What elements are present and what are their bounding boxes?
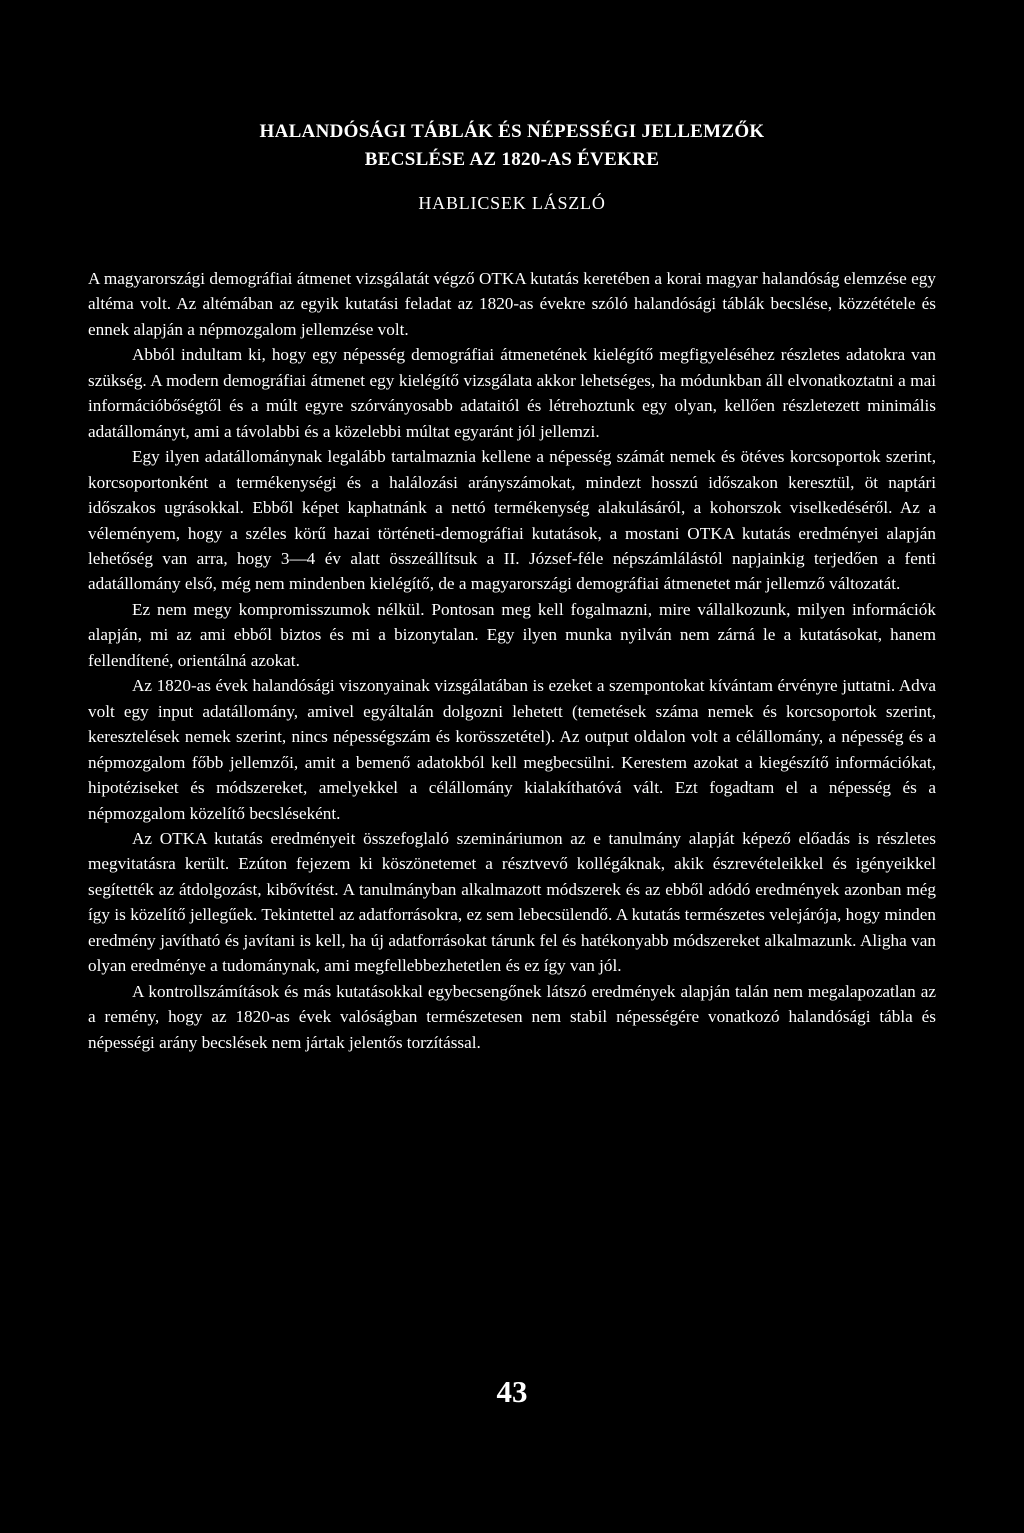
title-line-1: HALANDÓSÁGI TÁBLÁK ÉS NÉPESSÉGI JELLEMZŐK [259,121,765,142]
paragraph-7: A kontrollszámítások és más kutatásokkal egybecsengőnek látszó eredmények alapján talán nem megalapozatlan az a remény, hogy az 1820-as évek valóságban természetesen nem stabil népességére vonatkozó halandósági tábla és népességi arány becslések nem jártak jelentős torzítással. [88,981,936,1052]
page-number: 43 [496,1374,528,1409]
paragraph-1: A magyarországi demográfiai átmenet vizsgálatát végző OTKA kutatás keretében a korai magyar halandóság elemzése egy altéma volt. Az altémában az egyik kutatási feladat az 1820-as évekre szóló halandósági táblák becslése, közzététele és ennek alapján a népmozgalom jellemzése volt. [88,269,936,339]
paragraph-5: Az 1820-as évek halandósági viszonyainak vizsgálatában is ezeket a szempontokat kívántam érvényre juttatni. Adva volt egy input adatállomány, amivel egyáltalán dolgozni lehetett (temetések száma nemek és korcsoportok szerint, keresztelések nemek szerint, nincs népességszám és korösszetétel). Az output oldalon volt a célállomány, a népesség és a népmozgalom főbb jellemzői, amit a bemenő adatokból kell megbecsülni. Kerestem azokat a kiegészítő információkat, hipotéziseket és módszereket, amelyekkel a célállomány kialakíthatóvá vált. Ezt fogadtam el a népesség és a népmozgalom közelítő becsléseként. [88,676,936,823]
article-title [88,118,936,174]
paragraph-6: Az OTKA kutatás eredményeit összefoglaló szemináriumon az e tanulmány alapját képező előadás is részletes megvitatásra került. Ezúton fejezem ki köszönetemet a résztvevő kollégáknak, akik észrevételeikkel és igényeikkel segítették az átdolgozást, kibővítést. A tanulmányban alkalmazott módszerek és az ebből adódó eredmények azonban még így is közelítő jellegűek. Tekintettel az adatforrásokra, ez sem lebecsülendő. A kutatás természetes velejárója, hogy minden eredmény javítható és javítani is kell, ha új adatforrásokat tárunk fel és hatékonyabb módszereket alkalmazunk. Aligha van olyan eredménye a tudománynak, ami megfellebbezhetetlen és ez így van jól. [88,828,936,976]
paragraph-4: Ez nem megy kompromisszumok nélkül. Pontosan meg kell fogalmazni, mire vállalkozunk, milyen információk alapján, mi az ami ebből biztos és mi a bizonytalan. Egy ilyen munka nyilván nem zárná le a kutatásokat, hanem fellendítené, orientálná azokat. [88,599,936,670]
paragraph-2: Abból indultam ki, hogy egy népesség demográfiai átmenetének kielégítő megfigyeléséhez részletes adatokra van szükség. A modern demográfiai átmenet egy kielégítő vizsgálata akkor lehetséges, ha módunkban áll elvonatkoztatni a mai információbőségtől és a múlt egyre szórványosabb adataitól és létrehoztunk egy olyan, kellően részletezett minimális adatállományt, ami a távolabbi és a közelebbi múltat egyaránt jól jellemzi. [88,345,936,441]
article-body [88,266,936,1055]
paragraph-3: Egy ilyen adatállománynak legalább tartalmaznia kellene a népesség számát nemek és ötéves korcsoportok szerint, korcsoportonként a termékenységi és a halálozási arányszámokat, mindezt hosszú időszakon keresztül, öt naptári időszakos ugrásokkal. Ebből képet kaphatnánk a nettó termékenység alakulásáról, a kohorszok viselkedéséről. Az a véleményem, hogy a széles körű hazai történeti-demográfiai kutatások, a mostani OTKA kutatás eredményei alapján lehetőség van arra, hogy 3—4 év alatt összeállítsuk a II. József-féle népszámlálástól napjainkig terjedően a fenti adatállomány első, még nem mindenben kielégítő, de a magyarországi demográfiai átmenetet már jellemző változatát. [88,447,936,594]
title-line-2: BECSLÉSE AZ 1820-AS ÉVEKRE [364,149,660,170]
author-name: HABLICSEK LÁSZLÓ [418,193,606,213]
